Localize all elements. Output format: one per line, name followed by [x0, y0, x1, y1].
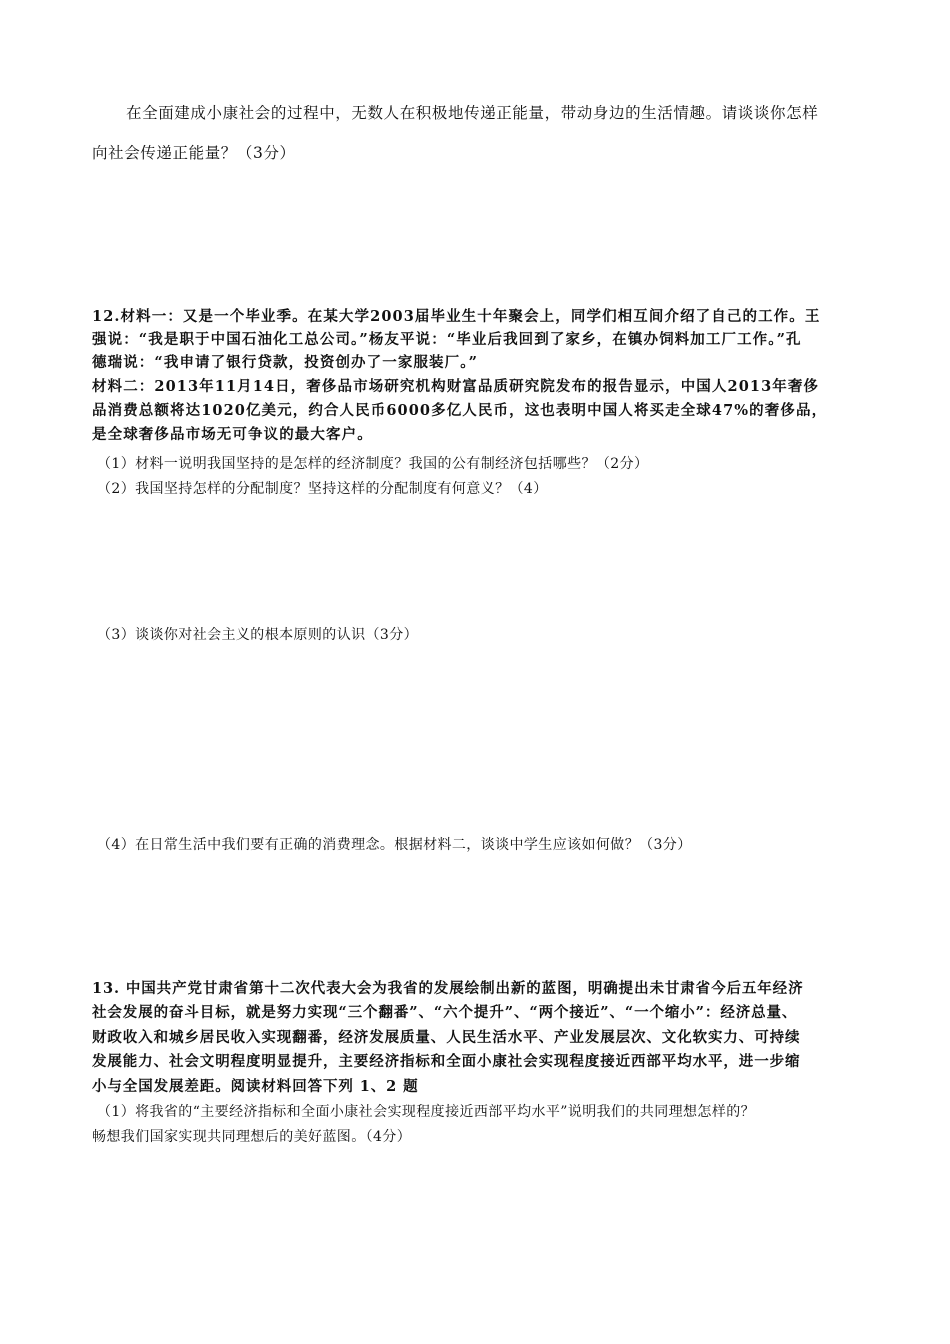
q12-material-line-3: 德瑞说：“我申请了银行贷款，投资创办了一家服装厂。”	[92, 354, 479, 371]
q12-material-line-6: 是全球奢侈品市场无可争议的最大客户。	[92, 426, 373, 443]
q12-sub-question-1: （1）材料一说明我国坚持的是怎样的经济制度？我国的公有制经济包括哪些？（2分）	[97, 456, 649, 472]
q13-sub-question-1-line-2: 畅想我们国家实现共同理想后的美好蓝图。（4分）	[92, 1129, 412, 1145]
q12-sub-question-3: （3）谈谈你对社会主义的根本原则的认识（3分）	[97, 627, 419, 643]
q13-material-line-2: 社会发展的奋斗目标，就是努力实现“三个翻番”、“六个提升”、“两个接近”、“一个缩小”：经济总量、	[92, 1004, 798, 1021]
q12-material-line-2: 强说：“我是职于中国石油化工总公司。”杨友平说：“毕业后我回到了家乡，在镇办饲料加工厂工作。”孔	[92, 331, 802, 348]
q13-material-line-4: 发展能力、社会文明程度明显提升，主要经济指标和全面小康社会实现程度接近西部平均水平，进一步缩	[92, 1053, 801, 1070]
q13-material-line-3: 财政收入和城乡居民收入实现翻番，经济发展质量、人民生活水平、产业发展层次、文化软实力、可持续	[92, 1029, 801, 1046]
q12-material-line-5: 品消费总额将达1020亿美元，约合人民币6000多亿人民币，这也表明中国人将买走全球47%的奢侈品，	[92, 402, 828, 419]
intro-question-line-2: 向社会传递正能量？（3分）	[92, 144, 296, 162]
intro-question-line-1: 在全面建成小康社会的过程中，无数人在积极地传递正能量，带动身边的生活情趣。请谈谈你怎样	[126, 104, 819, 122]
q12-sub-question-2: （2）我国坚持怎样的分配制度？坚持这样的分配制度有何意义？（4）	[97, 481, 548, 497]
q12-sub-question-4: （4）在日常生活中我们要有正确的消费理念。根据材料二，谈谈中学生应该如何做？（3分）	[97, 837, 692, 853]
q13-material-line-5: 小与全国发展差距。阅读材料回答下列 1、2 题	[92, 1078, 419, 1095]
q12-material-line-1: 12.材料一：又是一个毕业季。在某大学2003届毕业生十年聚会上，同学们相互间介绍了自己的工作。王	[92, 308, 821, 325]
q13-sub-question-1-line-1: （1）将我省的“主要经济指标和全面小康社会实现程度接近西部平均水平”说明我们的共同理想怎样的？	[97, 1104, 756, 1120]
q12-material-line-4: 材料二：2013年11月14日，奢侈品市场研究机构财富品质研究院发布的报告显示，中国人2013年奢侈	[92, 378, 820, 395]
q13-material-line-1: 13. 中国共产党甘肃省第十二次代表大会为我省的发展绘制出新的蓝图，明确提出未甘肃省今后五年经济	[92, 980, 804, 997]
